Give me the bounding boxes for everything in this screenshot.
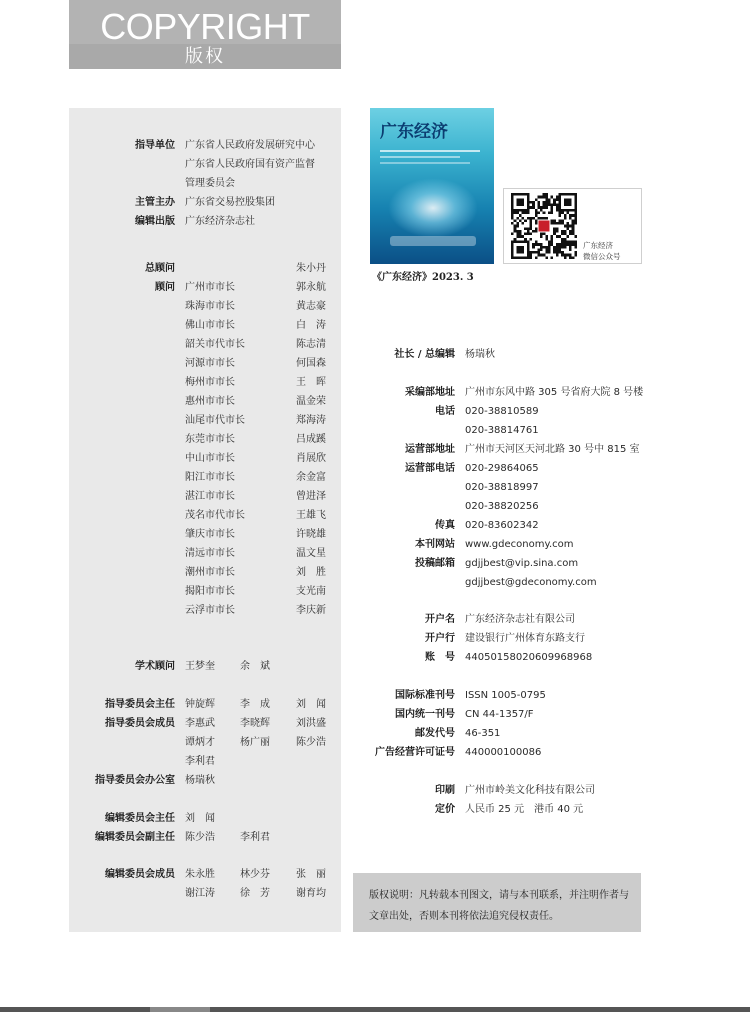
academic-advisor-name: 余 斌	[240, 661, 270, 672]
contact-label: 传真	[435, 520, 455, 531]
qr-caption-line2: 微信公众号	[583, 252, 621, 261]
contact-value: 广州市天河区天河北路 30 号中 815 室	[465, 444, 640, 455]
advisor-title: 韶关市代市长	[185, 339, 245, 350]
academic-advisor-name: 王梦奎	[185, 661, 215, 672]
committee-label: 指导委员会办公室	[95, 775, 175, 786]
qr-caption	[583, 240, 621, 262]
contact-label: 投稿邮箱	[415, 558, 455, 569]
advisor-title: 茂名市代市长	[185, 510, 245, 521]
bank-label: 账 号	[425, 652, 455, 663]
committee-name: 李 成	[240, 699, 270, 710]
header-title: COPYRIGHT	[100, 6, 310, 47]
organizer-value: 广东省人民政府发展研究中心	[185, 140, 315, 151]
contact-value: www.gdeconomy.com	[465, 539, 574, 550]
advisor-title: 肇庆市市长	[185, 529, 235, 540]
contact-label: 运营部地址	[405, 444, 455, 455]
cover-text-line	[380, 150, 480, 152]
editorial-member-name: 林少芬	[240, 869, 270, 880]
print-label: 印刷	[435, 785, 455, 796]
advisor-name: 黄志豪	[296, 301, 326, 312]
contact-label: 采编部地址	[405, 387, 455, 398]
contact-value: 020-38810589	[465, 406, 539, 417]
cover-text-line	[380, 156, 460, 158]
organizer-value: 管理委员会	[185, 178, 235, 189]
cover-text-line	[380, 162, 470, 164]
print-label: 定价	[435, 804, 455, 815]
advisor-name: 白 涛	[296, 320, 326, 331]
advisor-name: 郭永航	[296, 282, 326, 293]
publication-label: 国内统一刊号	[395, 709, 455, 720]
cover-platform	[390, 236, 476, 246]
advisor-name: 曾进泽	[296, 491, 326, 502]
committee-label: 指导委员会主任	[105, 699, 175, 710]
contact-value: 020-38818997	[465, 482, 539, 493]
advisor-title: 佛山市市长	[185, 320, 235, 331]
contact-value: gdjjbest@gdeconomy.com	[465, 577, 597, 588]
editorial-member-name: 张 丽	[296, 869, 326, 880]
academic-advisor-label: 学术顾问	[135, 661, 175, 672]
committee-name: 刘 闻	[296, 699, 326, 710]
committee-name: 钟旋辉	[185, 699, 215, 710]
advisors-label: 顾问	[155, 282, 175, 293]
qr-caption-line1: 广东经济	[583, 241, 613, 250]
advisor-title: 珠海市市长	[185, 301, 235, 312]
advisor-title: 东莞市市长	[185, 434, 235, 445]
advisor-name: 刘 胜	[296, 567, 326, 578]
cover-globe-glow	[388, 178, 478, 238]
organizer-value: 广东省交易控股集团	[185, 197, 275, 208]
editorial-member-name: 谢江涛	[185, 888, 215, 899]
organizer-label: 指导单位	[135, 140, 175, 151]
cover-magazine-title: 广东经济	[380, 122, 448, 142]
contact-value: 020-83602342	[465, 520, 539, 531]
advisor-title: 广州市市长	[185, 282, 235, 293]
advisor-title: 阳江市市长	[185, 472, 235, 483]
advisor-title: 清远市市长	[185, 548, 235, 559]
print-value: 人民币 25 元 港币 40 元	[465, 804, 584, 815]
header-subtitle: 版权	[185, 46, 225, 67]
magazine-cover-image	[370, 108, 494, 264]
bottom-scrollbar	[0, 1007, 750, 1012]
publication-value: CN 44-1357/F	[465, 709, 534, 720]
advisor-name: 何国森	[296, 358, 326, 369]
publication-value: 440000100086	[465, 747, 542, 758]
president-value: 杨瑞秋	[465, 349, 495, 360]
advisor-title: 惠州市市长	[185, 396, 235, 407]
publication-value: ISSN 1005-0795	[465, 690, 546, 701]
committee-name: 李利君	[185, 756, 215, 767]
advisor-name: 温文星	[296, 548, 326, 559]
committee-name: 李晓辉	[240, 718, 270, 729]
bank-value: 建设银行广州体育东路支行	[465, 633, 585, 644]
bank-value: 广东经济杂志社有限公司	[465, 614, 575, 625]
advisor-name: 王雄飞	[296, 510, 326, 521]
committee-name: 陈少浩	[296, 737, 326, 748]
editorial-member-name: 谢育均	[296, 888, 326, 899]
committee-name: 谭炳才	[185, 737, 215, 748]
contact-label: 电话	[435, 406, 455, 417]
bank-label: 开户行	[425, 633, 455, 644]
bank-value: 44050158020609968968	[465, 652, 593, 663]
advisor-title: 汕尾市代市长	[185, 415, 245, 426]
publication-value: 46-351	[465, 728, 501, 739]
committee-name: 李惠武	[185, 718, 215, 729]
editorial-name: 陈少浩	[185, 832, 215, 843]
publication-label: 邮发代号	[415, 728, 455, 739]
chief-advisor-name: 朱小丹	[296, 263, 326, 274]
copyright-notice-text: 版权说明：凡转载本刊图文，请与本刊联系，并注明作者与文章出处，否则本刊将依法追究侵权责任。	[369, 890, 629, 922]
advisor-name: 温金荣	[296, 396, 326, 407]
organizer-value: 广东省人民政府国有资产监督	[185, 159, 315, 170]
cover-caption: 《广东经济》2023. 3	[372, 272, 474, 283]
editorial-name: 刘 闻	[185, 813, 215, 824]
advisor-name: 支光南	[296, 586, 326, 597]
contact-value: 020-38814761	[465, 425, 539, 436]
organizer-value: 广东经济杂志社	[185, 216, 255, 227]
committee-name: 刘洪盛	[296, 718, 326, 729]
committee-name: 杨瑞秋	[185, 775, 215, 786]
advisor-title: 云浮市市长	[185, 605, 235, 616]
contact-label: 运营部电话	[405, 463, 455, 474]
editorial-member-name: 朱永胜	[185, 869, 215, 880]
advisor-name: 陈志清	[296, 339, 326, 350]
advisor-name: 吕成蹊	[296, 434, 326, 445]
contact-value: 020-38820256	[465, 501, 539, 512]
advisor-name: 王 晖	[296, 377, 326, 388]
committee-label: 指导委员会成员	[105, 718, 175, 729]
editorial-label: 编辑委员会主任	[105, 813, 175, 824]
publication-label: 国际标准刊号	[395, 690, 455, 701]
publication-label: 广告经营许可证号	[375, 747, 455, 758]
bottom-scrollbar-thumb	[150, 1007, 210, 1012]
advisor-name: 肖展欣	[296, 453, 326, 464]
advisor-name: 郑海涛	[296, 415, 326, 426]
advisor-name: 许晓雄	[296, 529, 326, 540]
advisor-name: 李庆新	[296, 605, 326, 616]
organizer-label: 编辑出版	[135, 216, 175, 227]
editorial-member-name: 徐 芳	[240, 888, 270, 899]
editorial-label: 编辑委员会副主任	[95, 832, 175, 843]
chief-advisor-label: 总顾问	[145, 263, 175, 274]
print-value: 广州市岭美文化科技有限公司	[465, 785, 595, 796]
advisor-title: 潮州市市长	[185, 567, 235, 578]
qr-code-icon	[510, 193, 578, 259]
contact-value: 020-29864065	[465, 463, 539, 474]
advisor-name: 余金富	[296, 472, 326, 483]
advisor-title: 揭阳市市长	[185, 586, 235, 597]
contact-value: gdjjbest@vip.sina.com	[465, 558, 579, 569]
president-label: 社长 / 总编辑	[394, 349, 455, 360]
advisor-title: 湛江市市长	[185, 491, 235, 502]
committee-name: 杨广丽	[240, 737, 270, 748]
contact-value: 广州市东风中路 305 号省府大院 8 号楼	[465, 387, 644, 398]
bank-label: 开户名	[425, 614, 455, 625]
advisor-title: 中山市市长	[185, 453, 235, 464]
organizer-label: 主管主办	[135, 197, 175, 208]
contact-label: 本刊网站	[415, 539, 455, 550]
advisor-title: 河源市市长	[185, 358, 235, 369]
editorial-members-label: 编辑委员会成员	[105, 869, 175, 880]
advisor-title: 梅州市市长	[185, 377, 235, 388]
editorial-name: 李利君	[240, 832, 270, 843]
